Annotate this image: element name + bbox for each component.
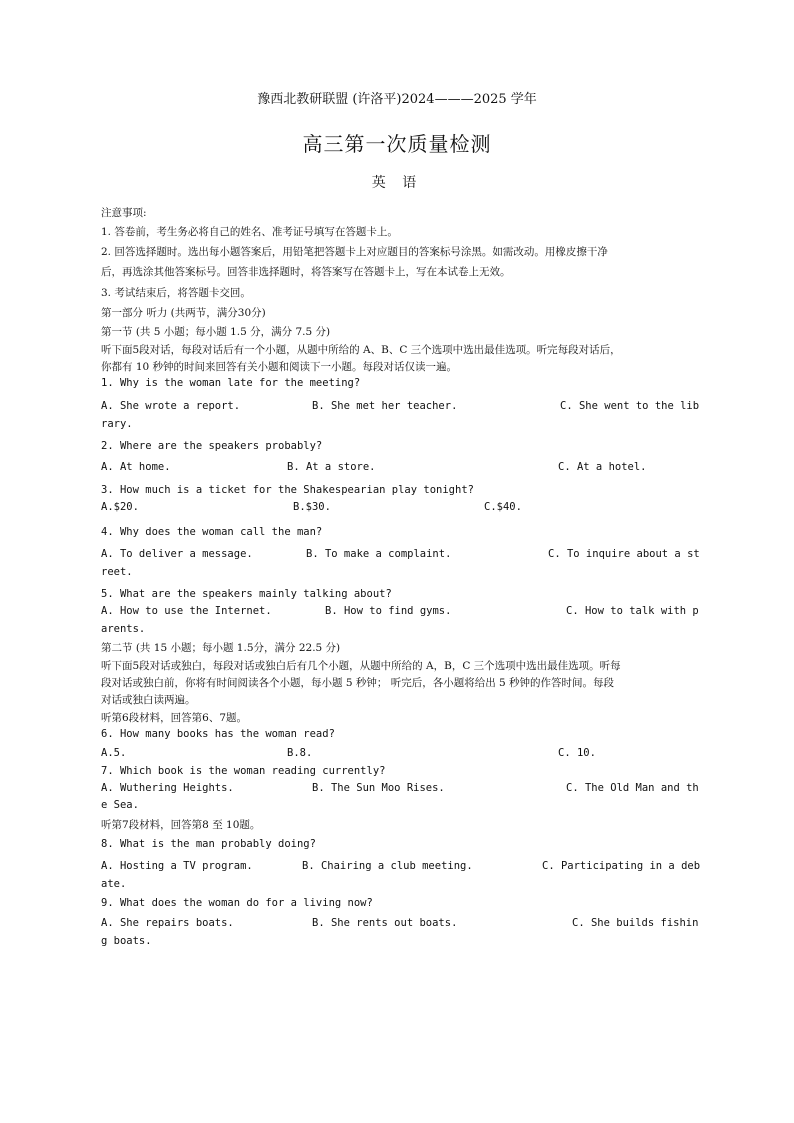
- exam-header-subtitle: 豫西北教研联盟 (许洛平)2024———2025 学年: [257, 92, 537, 107]
- question-5-stem: 5. What are the speakers mainly talking about?: [101, 588, 392, 600]
- section2-instructions-line-2: 段对话或独白前，你将有时间阅读各个小题，每小题 5 秒钟； 听完后，各小题将给出 5 秒钟的作答时间。每段: [101, 677, 615, 689]
- question-2-option-b: B. At a store.: [287, 461, 376, 473]
- question-3-stem: 3. How much is a ticket for the Shakespearian play tonight?: [101, 484, 474, 496]
- question-5-option-c: C. How to talk with p: [566, 605, 699, 617]
- notice-item-1: 1. 答卷前，考生务必将自己的姓名、准考证号填写在答题卡上。: [101, 226, 398, 238]
- question-7-option-b: B. The Sun Moo Rises.: [312, 782, 445, 794]
- question-3-option-b: B.$30.: [293, 501, 331, 513]
- question-7-option-c: C. The Old Man and th: [566, 782, 699, 794]
- question-8-option-c-continued: ate.: [101, 878, 127, 890]
- subject-title: 英 语: [371, 175, 423, 191]
- question-2-option-a: A. At home.: [101, 461, 171, 473]
- notice-item-3: 3. 考试结束后，将答题卡交回。: [101, 287, 251, 299]
- material-7-instruction: 听第7段材料，回答第8 至 10题。: [101, 819, 261, 831]
- question-9-option-c: C. She builds fishin: [572, 917, 699, 929]
- notice-item-2-line-1: 2. 回答选择题时。选出每小题答案后，用铅笔把答题卡上对应题目的答案标号涂黑。如需改动。用橡皮擦干净: [101, 246, 608, 258]
- page-title: 高三第一次质量检测: [302, 132, 492, 156]
- question-8-stem: 8. What is the man probably doing?: [101, 838, 316, 850]
- question-6-option-b: B.8.: [287, 747, 313, 759]
- question-1-stem: 1. Why is the woman late for the meeting?: [101, 377, 361, 389]
- question-1-option-a: A. She wrote a report.: [101, 400, 241, 412]
- question-2-option-c: C. At a hotel.: [558, 461, 647, 473]
- question-1-option-c: C. She went to the lib: [560, 400, 700, 412]
- question-4-option-c-continued: reet.: [101, 566, 133, 578]
- question-4-option-a: A. To deliver a message.: [101, 548, 253, 560]
- question-8-option-a: A. Hosting a TV program.: [101, 860, 253, 872]
- question-9-option-b: B. She rents out boats.: [312, 917, 458, 929]
- question-1-option-b: B. She met her teacher.: [312, 400, 458, 412]
- question-3-option-c: C.$40.: [484, 501, 522, 513]
- question-9-stem: 9. What does the woman do for a living now?: [101, 897, 373, 909]
- question-6-option-a: A.5.: [101, 747, 127, 759]
- section2-heading: 第二节 (共 15 小题；每小题 1.5分，满分 22.5 分): [101, 642, 341, 654]
- question-4-option-b: B. To make a complaint.: [306, 548, 452, 560]
- notice-item-2-line-2: 后，再选涂其他答案标号。回答非选择题时，将答案写在答题卡上，写在本试卷上无效。: [101, 266, 511, 278]
- question-8-option-b: B. Chairing a club meeting.: [302, 860, 473, 872]
- question-5-option-c-continued: arents.: [101, 623, 146, 635]
- question-7-stem: 7. Which book is the woman reading currently?: [101, 765, 386, 777]
- question-1-option-c-continued: rary.: [101, 418, 133, 430]
- material-6-instruction: 听第6段材料，回答第6、7题。: [101, 712, 248, 724]
- section1-instructions-line-2: 你都有 10 秒钟的时间来回答有关小题和阅读下一小题。每段对话仅读一遍。: [101, 361, 458, 373]
- question-3-option-a: A.$20.: [101, 501, 139, 513]
- question-4-stem: 4. Why does the woman call the man?: [101, 526, 323, 538]
- question-5-option-b: B. How to find gyms.: [325, 605, 452, 617]
- section1-instructions-line-1: 听下面5段对话，每段对话后有一个小题，从题中所给的 A、B、C 三个选项中选出最佳选项。听完每段对话后，: [101, 344, 621, 356]
- section1-heading: 第一节 (共 5 小题；每小题 1.5 分，满分 7.5 分): [101, 326, 331, 338]
- notice-heading: 注意事项:: [101, 207, 147, 219]
- question-4-option-c: C. To inquire about a st: [548, 548, 700, 560]
- question-7-option-a: A. Wuthering Heights.: [101, 782, 234, 794]
- question-2-stem: 2. Where are the speakers probably?: [101, 440, 323, 452]
- part1-heading: 第一部分 听力 (共两节，满分30分): [101, 307, 266, 319]
- question-5-option-a: A. How to use the Internet.: [101, 605, 272, 617]
- question-9-option-a: A. She repairs boats.: [101, 917, 234, 929]
- question-7-option-c-continued: e Sea.: [101, 799, 139, 811]
- question-6-stem: 6. How many books has the woman read?: [101, 728, 335, 740]
- section2-instructions-line-1: 听下面5段对话或独白，每段对话或独白后有几个小题，从题中所给的 A，B，C 三个选项中选出最佳选项。听每: [101, 660, 621, 672]
- section2-instructions-line-3: 对话或独白读两遍。: [101, 694, 196, 706]
- question-9-option-c-continued: g boats.: [101, 935, 152, 947]
- question-8-option-c: C. Participating in a deb: [542, 860, 701, 872]
- question-6-option-c: C. 10.: [558, 747, 596, 759]
